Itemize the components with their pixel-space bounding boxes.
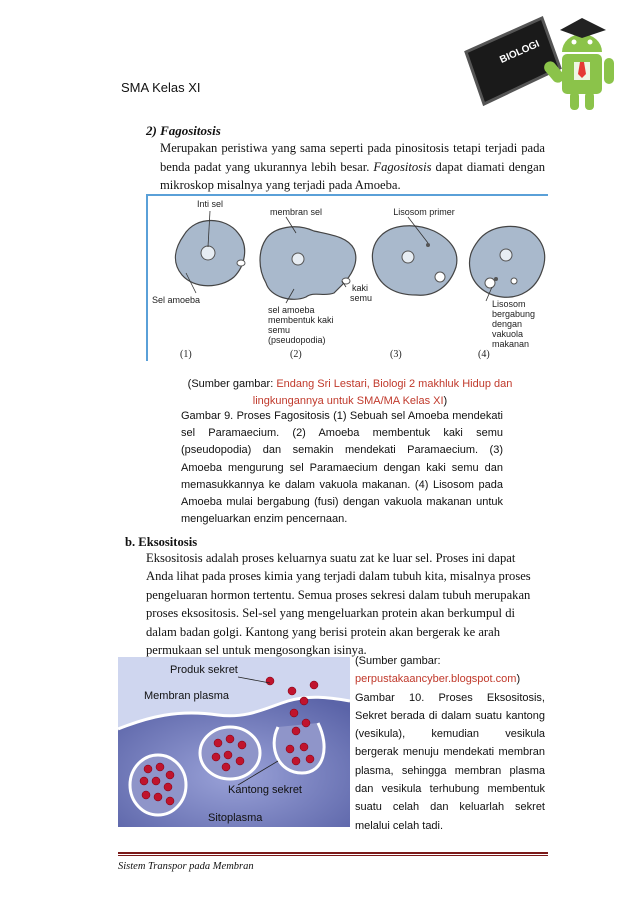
label-amoeba-line4: (pseudopodia)	[268, 335, 326, 345]
label-lisosom-primer: Lisosom primer	[393, 207, 455, 217]
label-lisosom-line1: Lisosom	[492, 299, 526, 309]
figure-10-caption: Gambar 10. Proses Eksositosis, Sekret berada di dalam suatu kantong (vesikula), kemudian vesikula bergerak menuju mendekati membran plasma, sehingga membran plasma dan vesikula terhubung membentuk suatu celah dan keluarlah sekret melalui celah tadi.	[355, 691, 545, 832]
para-text-2: dapat diamati dengan mikroskop misalnya yang terjadi pada Amoeba.	[160, 159, 545, 192]
section-title-eksositosis: b. Eksositosis	[125, 535, 198, 549]
label-lisosom-line5: makanan	[492, 339, 530, 349]
eksositosis-paragraph: Eksositosis adalah proses keluarnya suatu zat ke luar sel. Proses ini dapat Anda lihat pada proses kimia yang terjadi dalam tubuh kita, misalnya proses pengeluaran hormon tertentu. Semua proses sekresi dalam tubuh merupakan proses eksositosis. Sel-sel yang mengeluarkan protein akan berkumpul di dalam badan golgi. Kantong yang berisi protein akan bergerak ke arah permukaan sel untuk mengosongkan isinya.	[146, 551, 531, 658]
figure-number-2: (2)	[290, 349, 302, 360]
android-robot-icon	[542, 18, 614, 110]
label-amoeba-line2: membentuk kaki	[268, 315, 334, 325]
label-lisosom-line3: dengan	[492, 319, 523, 329]
para-italic-term: Fagositosis	[373, 159, 432, 174]
logo-text: BIOLOGI	[498, 38, 542, 66]
label-amoeba-line1: sel amoeba	[268, 305, 315, 315]
label-kaki: kaki	[352, 283, 369, 293]
fagositosis-paragraph	[160, 139, 545, 195]
figure-number-4: (4)	[478, 349, 490, 360]
label-membran-plasma: Membran plasma	[144, 690, 229, 702]
label-semu: semu	[350, 293, 373, 303]
label-lisosom-line4: vakuola	[492, 329, 524, 339]
page-header: SMA Kelas XI	[121, 80, 201, 95]
label-lisosom-line2: bergabung	[492, 309, 536, 319]
section-title-fagositosis: 2) Fagositosis	[146, 123, 221, 138]
page-footer: Sistem Transpor pada Membran	[118, 861, 254, 872]
figure-9-source: (Sumber gambar: Endang Sri Lestari, Biologi 2 makhluk Hidup dan lingkungannya untuk SMA/MA Kelas XI)	[187, 378, 513, 407]
fagositosis-figure	[146, 193, 548, 363]
figure-10-source-link[interactable]: perpustakaancyber.blogspot.com	[355, 673, 517, 686]
figure-10-source-prefix: (Sumber gambar:	[355, 655, 441, 667]
label-kantong-sekret: Kantong sekret	[228, 784, 302, 796]
para-text-1: Merupakan peristiwa yang sama seperti pada pinositosis tetapi terjadi pada benda padat yang ukurannya lebih besar.	[160, 141, 545, 174]
android-biologi-logo	[448, 8, 618, 120]
footer-divider	[118, 852, 548, 854]
footer-divider-thin	[118, 855, 548, 856]
label-amoeba-line3: semu	[268, 325, 291, 335]
figure-number-3: (3)	[390, 349, 402, 360]
amoeba-1-nucleus	[201, 246, 215, 260]
eksositosis-figure	[118, 657, 350, 827]
figure-9-caption: Gambar 9. Proses Fagositosis (1) Sebuah sel Amoeba mendekati sel Paramaecium. (2) Amoeba membentuk kaki semu (pseudopodia) dan semakin mendekati Paramaecium. (3) Amoeba mengurung sel Paramaecium dengan kaki semu dan memasukkannya ke dalam vakuola makanan. (4) Lisosom pada Amoeba mulai bergabung (fusi) dengan vakuola makanan untuk mengeluarkan enzim pencernaan.	[181, 410, 503, 526]
label-membran-sel: membran sel	[269, 207, 323, 217]
label-sel-amoeba: Sel amoeba	[152, 295, 201, 305]
label-sitoplasma: Sitoplasma	[208, 812, 263, 824]
figure-10-caption-block: (Sumber gambar: perpustakaancyber.blogspot.com) Gambar 10. Proses Eksositosis, Sekret berada di dalam suatu kantong (vesikula), kemudian vesikula bergerak menuju mendekati membran plasma, sehingga membran plasma dan vesikula terhubung membentuk suatu celah dan keluarlah sekret melalui celah tadi.	[355, 652, 545, 835]
figure-number-1: (1)	[180, 349, 192, 360]
amoeba-4-cell	[469, 226, 544, 297]
blackboard-icon	[466, 18, 560, 104]
label-inti-sel: Inti sel	[196, 199, 224, 209]
label-produk-sekret: Produk sekret	[170, 664, 238, 676]
source-link[interactable]: Endang Sri Lestari, Biologi 2 makhluk Hidup dan lingkungannya untuk SMA/MA Kelas XI	[252, 378, 513, 407]
